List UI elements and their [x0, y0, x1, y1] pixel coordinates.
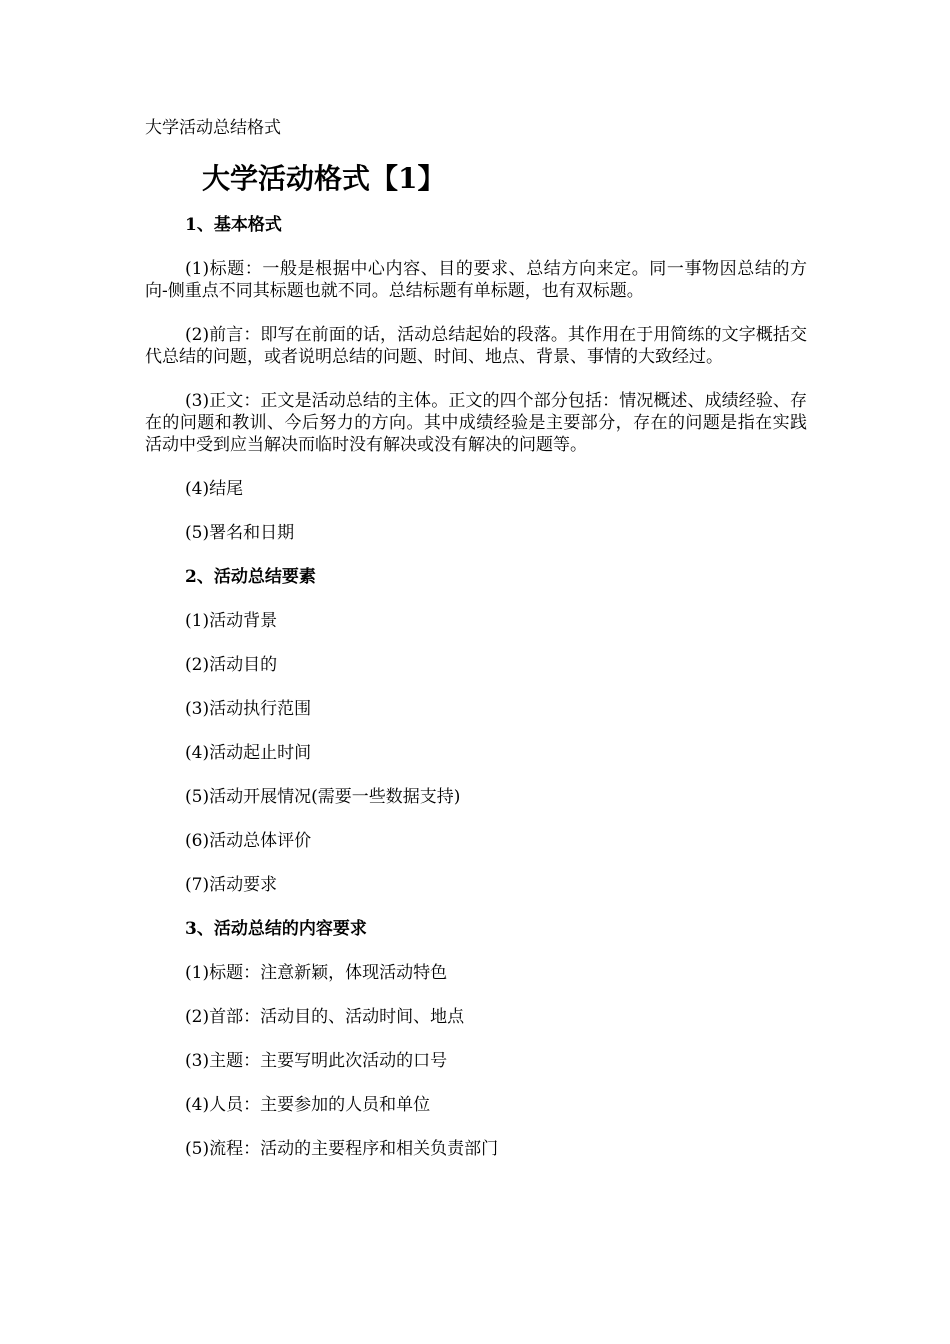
list-item-req-title: (1)标题：注意新颖，体现活动特色 [185, 963, 448, 983]
list-item-req-personnel: (4)人员：主要参加的人员和单位 [185, 1095, 431, 1115]
document-label: 大学活动总结格式 [145, 118, 281, 138]
paragraph-preface: (2)前言：即写在前面的话，活动总结起始的段落。其作用在于用简练的文字概括交代总结的问题，或者说明总结的问题、时间、地点、背景、事情的大致经过。 [145, 325, 807, 367]
list-item-purpose: (2)活动目的 [185, 655, 278, 675]
list-item-req-process: (5)流程：活动的主要程序和相关负责部门 [185, 1139, 499, 1159]
document-body [145, 214, 807, 1182]
list-item-req-header: (2)首部：活动目的、活动时间、地点 [185, 1007, 465, 1027]
list-item-scope: (3)活动执行范围 [185, 699, 312, 719]
list-item-evaluation: (6)活动总体评价 [185, 831, 312, 851]
list-item-requirements: (7)活动要求 [185, 875, 278, 895]
section-heading-elements: 2、活动总结要素 [185, 567, 316, 587]
list-item-background: (1)活动背景 [185, 611, 278, 631]
paragraph-title: (1)标题：一般是根据中心内容、目的要求、总结方向来定。同一事物因总结的方向-侧重点不同其标题也就不同。总结标题有单标题，也有双标题。 [145, 259, 807, 301]
list-item-ending: (4)结尾 [185, 479, 244, 499]
section-heading-content-requirements: 3、活动总结的内容要求 [185, 919, 367, 939]
list-item-req-theme: (3)主题：主要写明此次活动的口号 [185, 1051, 448, 1071]
document-title: 大学活动格式【1】 [202, 162, 446, 195]
list-item-signature-date: (5)署名和日期 [185, 523, 295, 543]
list-item-time-range: (4)活动起止时间 [185, 743, 312, 763]
list-item-progress: (5)活动开展情况(需要一些数据支持) [185, 787, 461, 807]
section-heading-basic-format: 1、基本格式 [185, 215, 282, 235]
paragraph-body: (3)正文：正文是活动总结的主体。正文的四个部分包括：情况概述、成绩经验、存在的问题和教训、今后努力的方向。其中成绩经验是主要部分，存在的问题是指在实践活动中受到应当解决而临时没有解决或没有解决的问题等。 [145, 391, 807, 455]
